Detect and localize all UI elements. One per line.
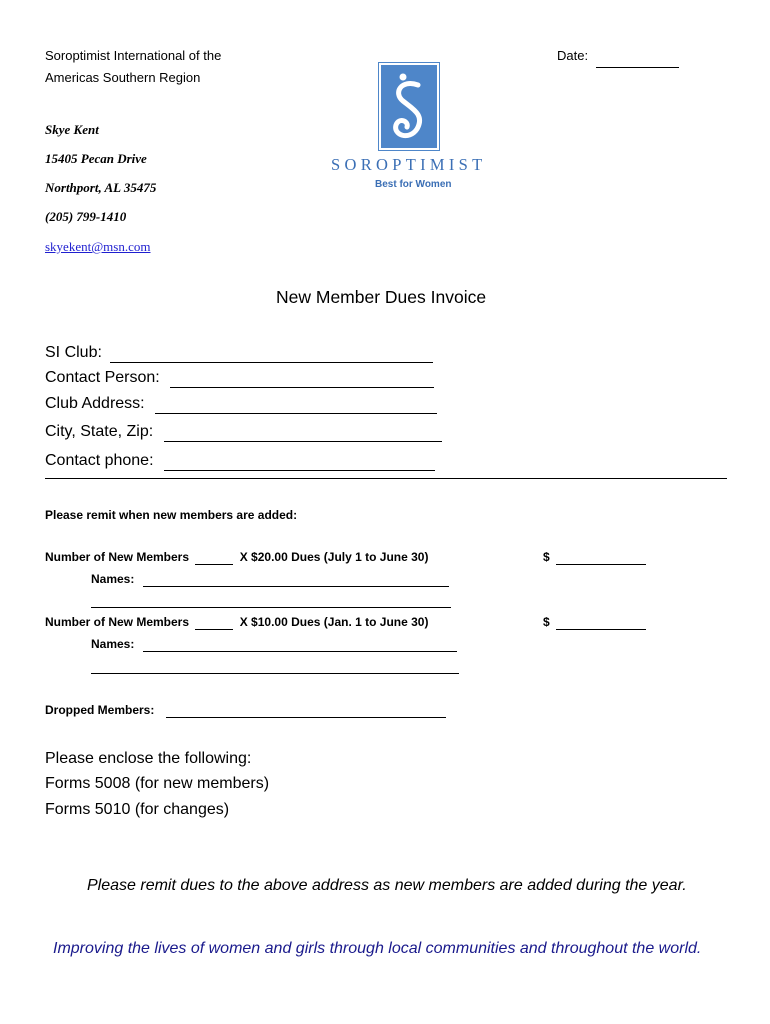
enclose-item-1: Forms 5008 (for new members) [45,775,270,792]
logo-tagline: Best for Women [375,179,452,190]
contact-phone-label: Contact phone: [45,452,154,469]
contact-phone-blank[interactable] [164,452,435,471]
dropped-members-label: Dropped Members: [45,703,155,717]
dues-1-amount-blank[interactable] [556,550,646,565]
si-club-blank[interactable] [110,344,433,363]
contact-phone-field[interactable] [45,452,435,471]
date-label: Date: [557,48,589,63]
dues-1-amount[interactable] [543,550,646,565]
contact-phone: (205) 799-1410 [45,209,127,224]
dues-2-names[interactable] [91,637,457,652]
dues-1-currency: $ [543,550,550,564]
dues-2-amount[interactable] [543,615,646,630]
dues-1-label: Number of New Members [45,550,190,564]
section-divider [45,478,727,479]
dues-2-currency: $ [543,615,550,629]
dues-2-names-blank-2[interactable] [91,673,459,674]
logo-s-mark-icon [381,65,437,148]
dues-1-names[interactable] [91,572,449,587]
dues-1-count-blank[interactable] [195,550,233,565]
page-title: New Member Dues Invoice [276,287,487,307]
si-club-label: SI Club: [45,344,102,361]
soroptimist-logo-icon [379,63,439,150]
date-field[interactable] [557,45,679,68]
org-name-line1: Soroptimist International of the [45,48,222,63]
motto [53,940,701,958]
remit-note: Please remit dues to the above address as new members are added during the year. [87,877,687,894]
dropped-members-field[interactable] [45,703,446,718]
motto-text: Improving the lives of women and girls through local communities and throughout the world [53,940,697,957]
enclose-heading: Please enclose the following: [45,750,252,767]
si-club-field[interactable] [45,344,433,363]
dues-2-amount-blank[interactable] [556,615,646,630]
dues-row-1 [45,550,428,565]
club-address-blank[interactable] [155,395,437,414]
city-state-zip-field[interactable] [45,423,442,442]
date-blank[interactable] [596,45,679,68]
dues-2-label: Number of New Members [45,615,190,629]
contact-person-blank[interactable] [170,369,434,388]
dropped-members-blank[interactable] [166,703,446,718]
dues-2-names-blank[interactable] [143,637,457,652]
contact-person-field[interactable] [45,369,434,388]
dues-1-names-blank-2[interactable] [91,607,451,608]
club-address-label: Club Address: [45,395,145,412]
dues-2-names-label: Names: [91,637,135,651]
dues-row-2 [45,615,428,630]
city-state-zip-blank[interactable] [164,423,442,442]
logo-wordmark: SOROPTIMIST [331,155,487,174]
contact-city: Northport, AL 35475 [45,180,157,195]
motto-period: . [696,940,702,957]
org-name-line2: Americas Southern Region [45,70,201,85]
contact-street: 15405 Pecan Drive [45,151,147,166]
contact-email-link[interactable]: skyekent@msn.com [45,239,151,254]
dues-1-names-label: Names: [91,572,135,586]
dues-1-rate: X $20.00 Dues (July 1 to June 30) [239,550,429,564]
enclose-item-2: Forms 5010 (for changes) [45,801,230,818]
dues-1-names-blank[interactable] [143,572,449,587]
dues-2-count-blank[interactable] [195,615,233,630]
contact-name: Skye Kent [45,122,99,137]
dues-2-rate: X $10.00 Dues (Jan. 1 to June 30) [239,615,429,629]
club-address-field[interactable] [45,395,437,414]
remit-heading: Please remit when new members are added: [45,508,298,522]
contact-person-label: Contact Person: [45,369,160,386]
city-state-zip-label: City, State, Zip: [45,423,154,440]
